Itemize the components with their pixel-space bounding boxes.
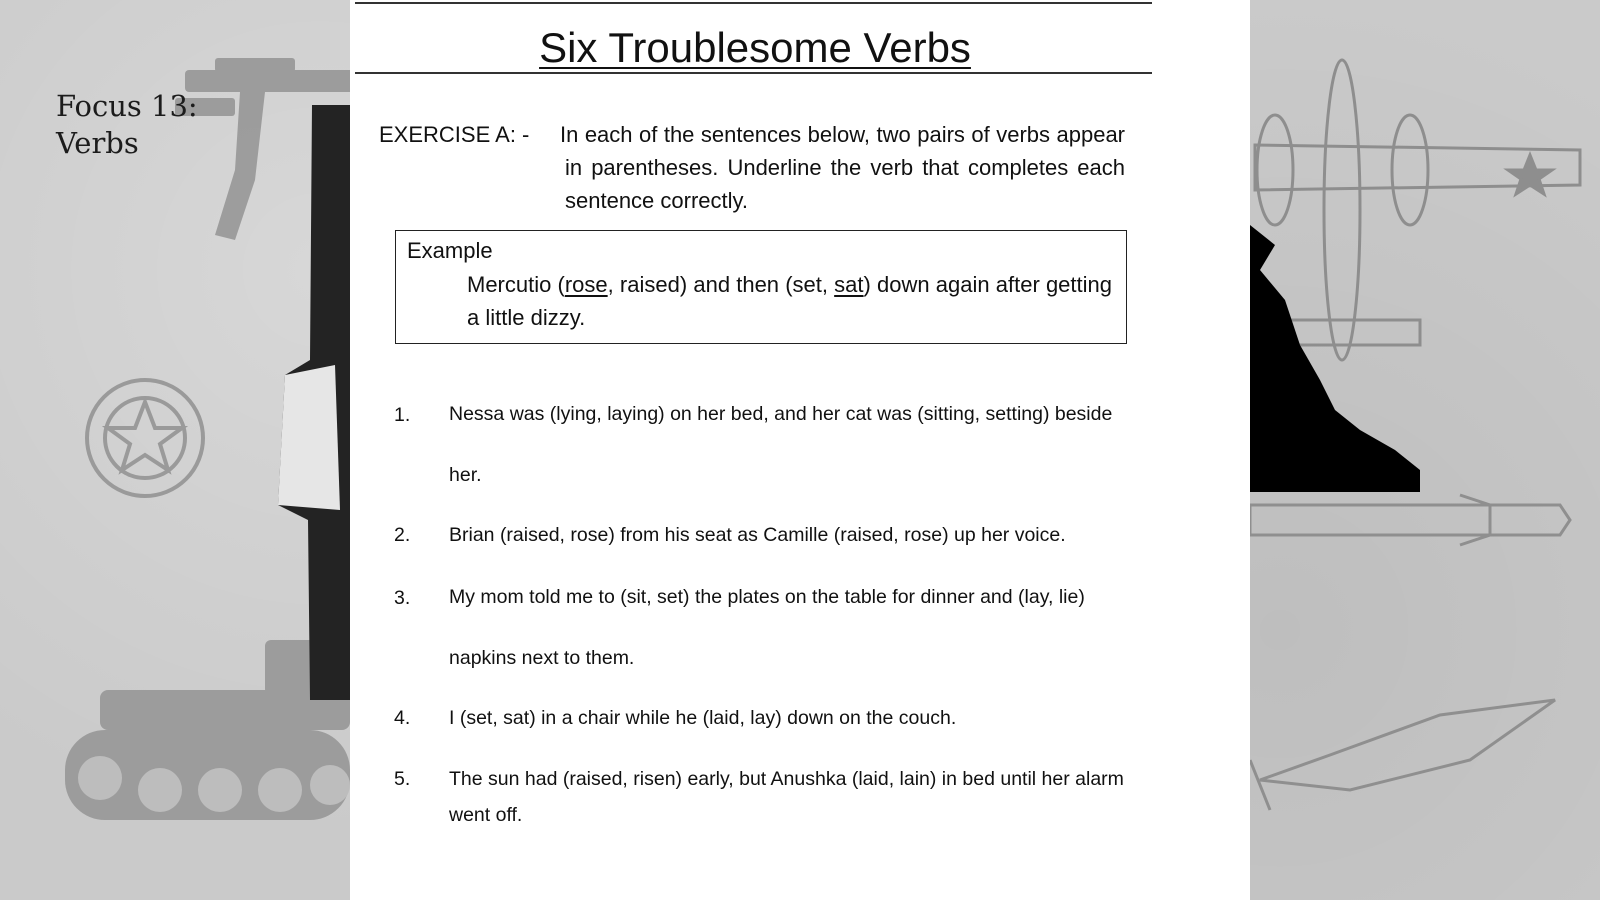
example-part: ) down again after getting a little dizzy. — [467, 272, 1113, 330]
exercise-instructions: In each of the sentences below, two pairs of verbs appear in parentheses. Underline the verb that completes each sentence correctly. — [560, 122, 1125, 213]
example-part: , raised) and then (set, — [607, 272, 835, 297]
item-number: 1. — [394, 404, 411, 426]
torn-paper-strip — [278, 105, 350, 700]
example-underlined-answer: sat — [834, 272, 864, 297]
missile-icon — [1250, 495, 1570, 545]
example-label: Example — [407, 238, 493, 263]
example-underlined-answer: rose — [564, 272, 608, 297]
item-text: Nessa was (lying, laying) on her bed, and her cat was (sitting, setting) beside her. — [449, 403, 1113, 486]
item-number: 2. — [394, 524, 411, 546]
title-rule — [355, 72, 1152, 74]
slide-title-line1: Focus 13: — [56, 89, 198, 123]
dark-silhouette — [1250, 225, 1420, 492]
item-text: My mom told me to (sit, set) the plates on the table for dinner and (lay, lie) napkins next to them. — [449, 586, 1085, 669]
top-rule — [355, 2, 1152, 4]
knife-icon — [1250, 700, 1555, 810]
item-text: Brian (raised, rose) from his seat as Camille (raised, rose) up her voice. — [449, 524, 1066, 546]
worksheet-title: Six Troublesome Verbs — [539, 24, 971, 71]
example-box — [395, 230, 1127, 344]
medal-star-icon — [87, 380, 203, 496]
airplane-icon — [1255, 60, 1580, 360]
item-text: The sun had (raised, risen) early, but Anushka (laid, lain) in bed until her alarm went off. — [449, 768, 1124, 826]
worksheet-document — [350, 0, 1250, 900]
example-sentence — [467, 268, 1112, 334]
item-number: 4. — [394, 707, 411, 729]
example-part: Mercutio ( — [467, 272, 565, 297]
slide-title-line2: Verbs — [56, 126, 139, 160]
slide-title — [56, 88, 256, 162]
item-number: 5. — [394, 768, 411, 790]
exercise-label: EXERCISE A: - — [379, 122, 530, 147]
item-number: 3. — [394, 587, 411, 609]
item-text: I (set, sat) in a chair while he (laid, lay) down on the couch. — [449, 707, 957, 729]
